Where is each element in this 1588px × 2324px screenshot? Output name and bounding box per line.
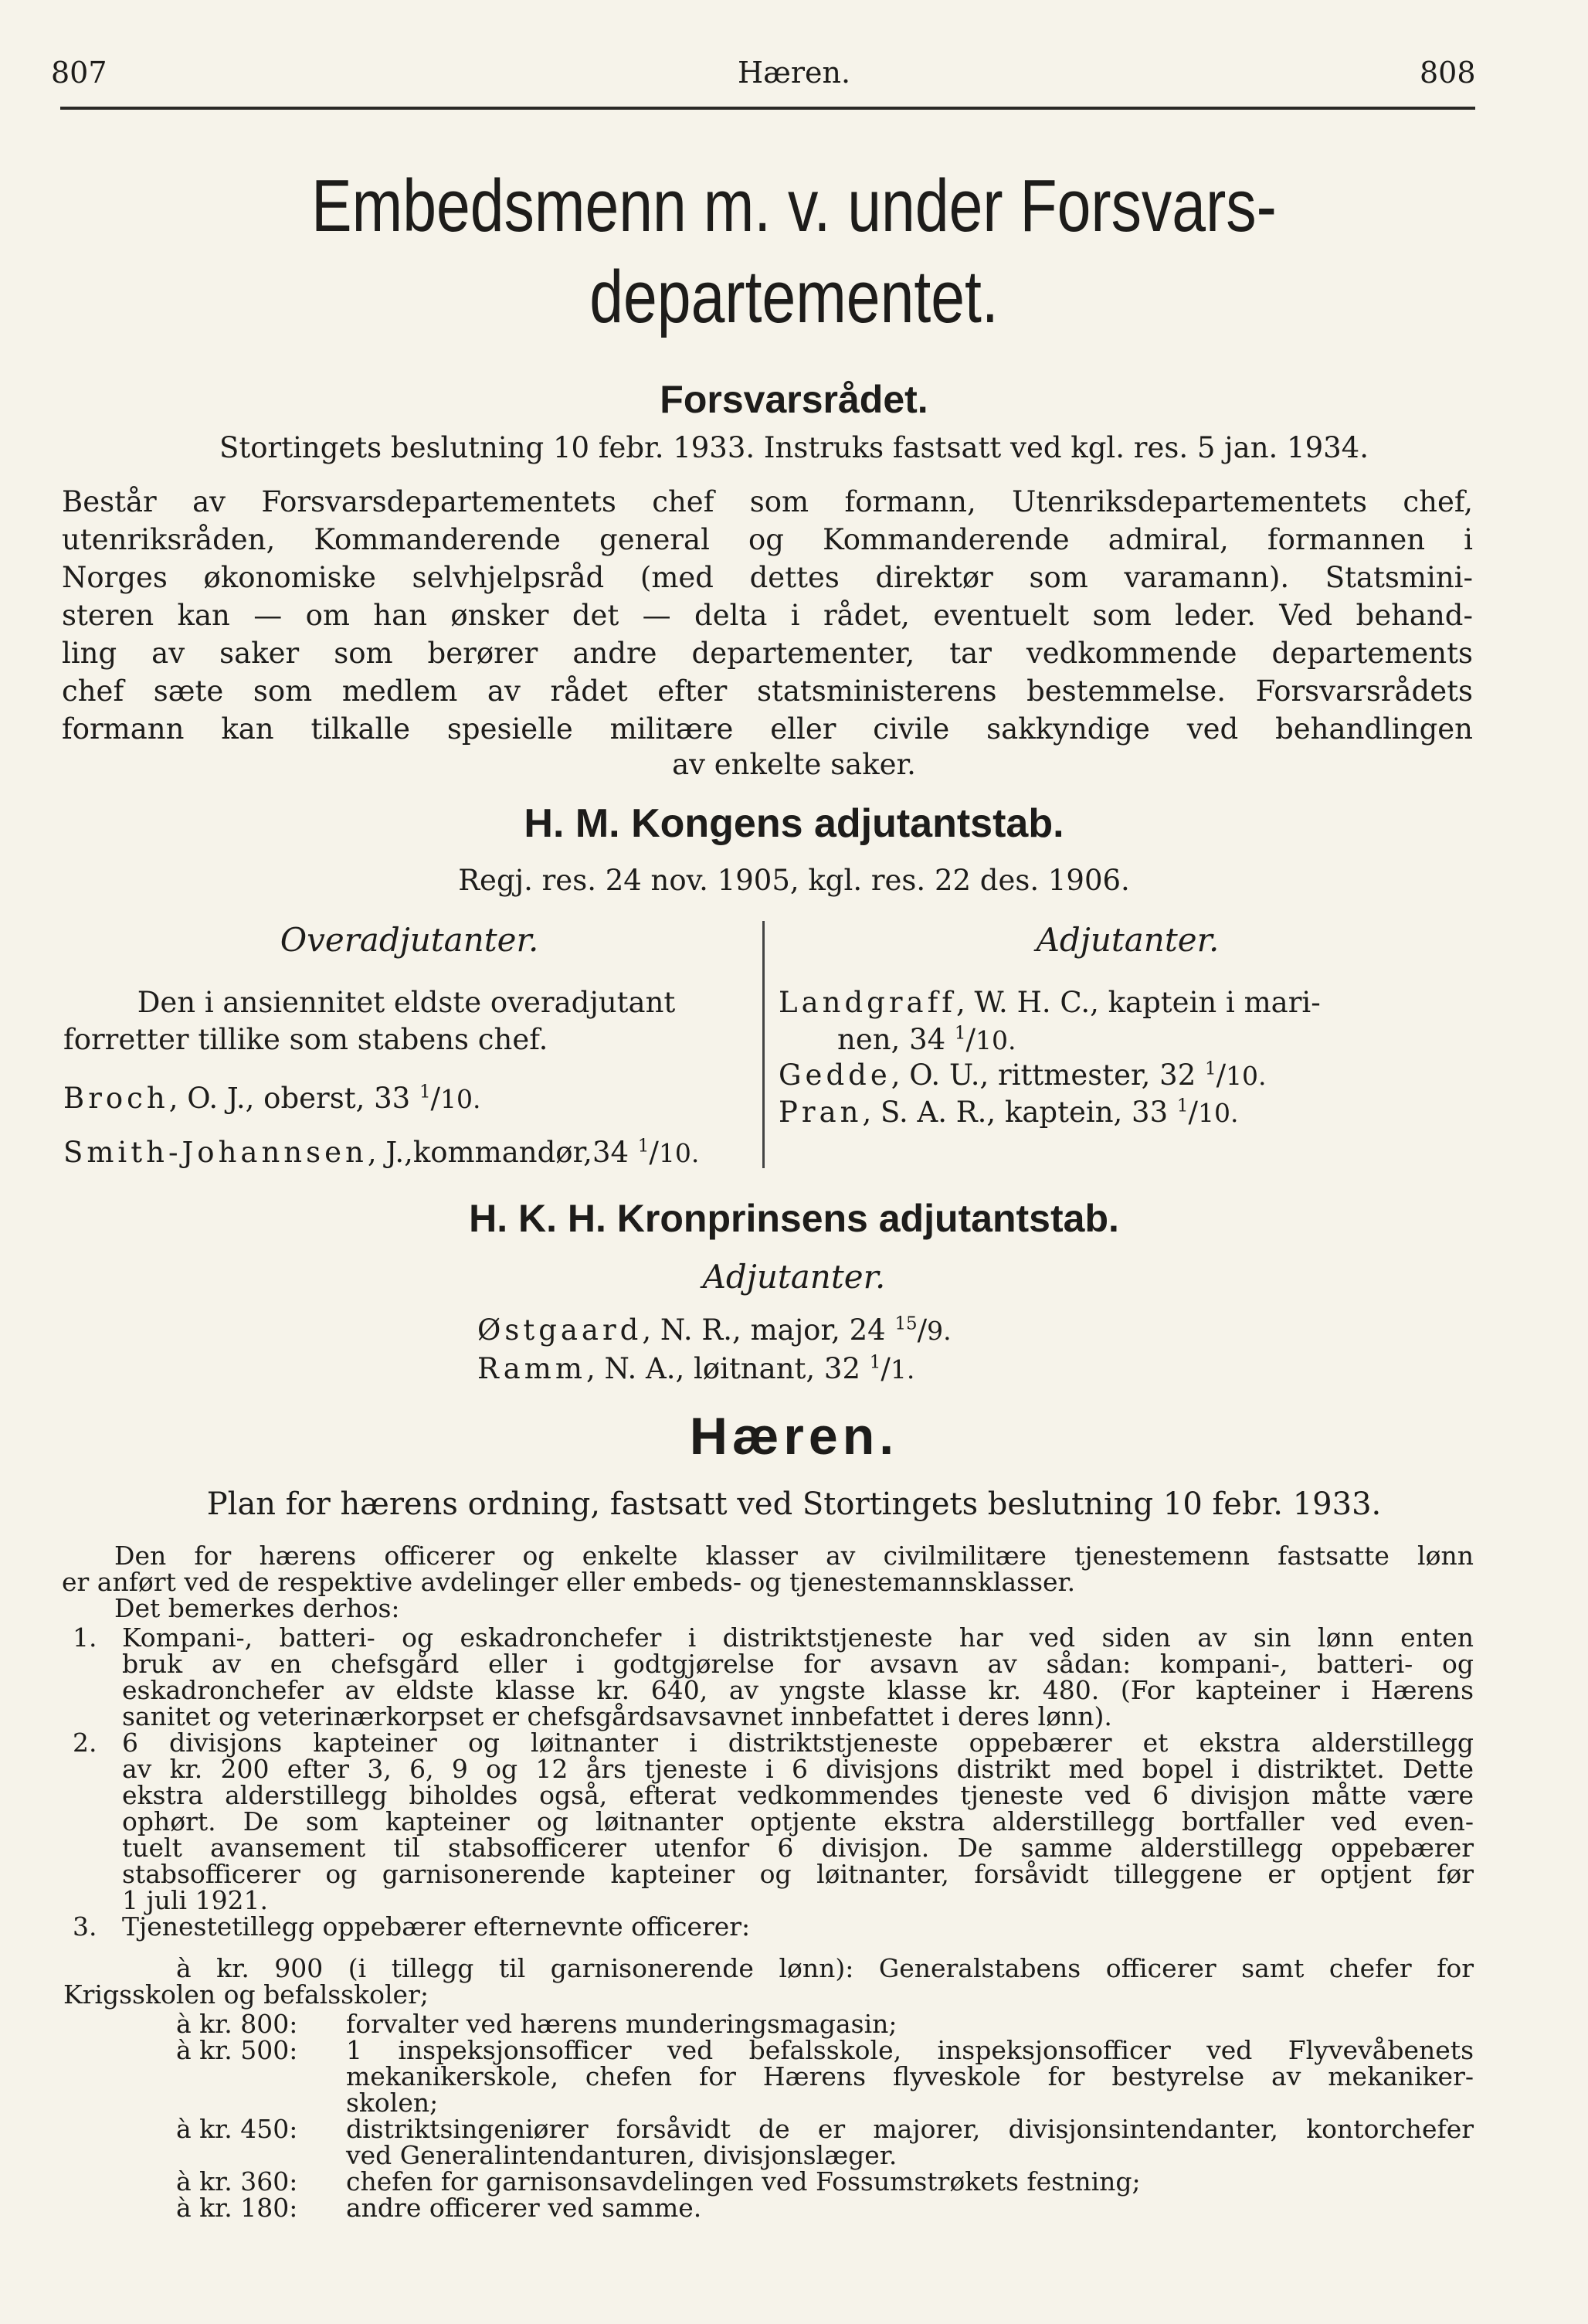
forsvarsradet-body-last: av enkelte saker. — [672, 748, 916, 781]
list-item: Ramm, N. A., løitnant, 32 $^1$/1. — [477, 1352, 915, 1385]
tillegg-line: forvalter ved hærens munderingsmagasin; — [346, 2009, 897, 2039]
body-line: utenriksråden, Kommanderende general og Kommanderende admiral, formannen i — [62, 523, 1473, 556]
list-item: Gedde, O. U., rittmester, 32 $^1$/10. — [779, 1058, 1267, 1092]
kronprins-subheading: Adjutanter. — [702, 1258, 886, 1296]
forsvarsradet-decision: Stortingets beslutning 10 febr. 1933. Instruks fastsatt ved kgl. res. 5 jan. 1934. — [219, 431, 1369, 464]
tillegg-amount: à kr. 450: — [176, 2114, 298, 2144]
haeren-plan: Plan for hærens ordning, fastsatt ved Stortingets beslutning 10 febr. 1933. — [206, 1486, 1382, 1522]
entry-name: Østgaard — [477, 1313, 643, 1347]
tillegg-line: 1 inspeksjonsofficer ved befalsskole, inspeksjonsofficer ved Flyvevåbenets — [346, 2035, 1474, 2065]
body-line: steren kan — om han ønsker det — delta i rådet, eventuelt som leder. Ved behand- — [62, 599, 1473, 632]
item-line: bruk av en chefsgård eller i godtgjørelse for avsavn av sådan: kompani-, batteri- og — [122, 1649, 1474, 1679]
item-number: 3. — [73, 1911, 97, 1942]
item-line: av kr. 200 efter 3, 6, 9 og 12 års tjeneste i 6 divisjons distrikt med bopel i distriktet. Dette — [122, 1754, 1474, 1784]
entry-name: Pran — [779, 1096, 863, 1129]
haeren-intro-1: Den for hærens officerer og enkelte klasser av civilmilitære tjenestemenn fastsatte lønn — [114, 1541, 1474, 1571]
tillegg-amount: à kr. 180: — [176, 2193, 298, 2223]
tillegg-amount: à kr. 500: — [176, 2035, 298, 2065]
list-item: Østgaard, N. R., major, 24 $^{15}$/9. — [477, 1313, 952, 1347]
list-item: Smith-Johannsen, J.,kommandør,34 $^1$/10. — [63, 1136, 700, 1169]
entry-name: Gedde — [779, 1058, 891, 1092]
list-item: Pran, S. A. R., kaptein, 33 $^1$/10. — [779, 1096, 1239, 1129]
right-heading-adjutanter: Adjutanter. — [1036, 921, 1220, 959]
running-title: Hæren. — [737, 56, 851, 90]
entry-name: Ramm — [477, 1352, 586, 1385]
haeren-intro-2: er anført ved de respektive avdelinger eller embeds- og tjenestemannsklasser. — [62, 1567, 1076, 1597]
body-line: Norges økonomiske selvhjelpsråd (med dettes direktør som varamann). Statsmini- — [62, 561, 1473, 594]
item-line: Kompani-, batteri- og eskadronchefer i distriktstjeneste har ved siden av sin lønn enten — [122, 1622, 1474, 1653]
page-number-left: 807 — [51, 56, 107, 90]
main-title-line2: departementet. — [589, 256, 999, 338]
left-note-1: Den i ansiennitet eldste overadjutant — [137, 986, 676, 1019]
tillegg-line: mekanikerskole, chefen for Hærens flyveskole for bestyrelse av mekaniker- — [346, 2061, 1474, 2091]
list-item-cont: nen, 34 $^1$/10. — [837, 1023, 1016, 1056]
tillegg-amount: à kr. 800: — [176, 2009, 298, 2039]
item-line: ophørt. De som kapteiner og løitnanter optjente ekstra alderstillegg bortfaller ved even- — [122, 1806, 1474, 1836]
haeren-intro-3: Det bemerkes derhos: — [114, 1593, 400, 1623]
body-line: Består av Forsvarsdepartementets chef som formann, Utenriksdepartementets chef, — [62, 485, 1473, 518]
body-line: formann kan tilkalle spesielle militære eller civile sakkyndige ved behandlingen — [62, 712, 1473, 746]
entry-name: Broch — [63, 1082, 169, 1115]
list-item: Landgraff, W. H. C., kaptein i mari- — [779, 986, 1321, 1019]
section-heading-kongens-stab: H. M. Kongens adjutantstab. — [524, 801, 1064, 846]
body-line: ling av saker som berører andre departementer, tar vedkommende departements — [62, 637, 1473, 670]
item-line: 6 divisjons kapteiner og løitnanter i distriktstjeneste oppebærer et ekstra alderstillegg — [122, 1728, 1474, 1758]
item-number: 1. — [73, 1622, 97, 1653]
section-heading-forsvarsradet: Forsvarsrådet. — [660, 378, 928, 421]
list-item: Broch, O. J., oberst, 33 $^1$/10. — [63, 1082, 481, 1115]
entry-name: Smith-Johannsen — [63, 1136, 368, 1169]
left-note-2: forretter tillike som stabens chef. — [63, 1023, 548, 1056]
section-heading-haeren: Hæren. — [689, 1407, 899, 1466]
kr900-cont: Krigsskolen og befalsskoler; — [63, 1979, 429, 2010]
item-line-last: 1 juli 1921. — [122, 1885, 269, 1915]
item-line: ekstra alderstillegg biholdes også, efterat vedkommendes tjeneste ved 6 divisjon måtte være — [122, 1780, 1474, 1810]
item-number: 2. — [73, 1728, 97, 1758]
body-line: chef sæte som medlem av rådet efter statsministerens bestemmelse. Forsvarsrådets — [62, 674, 1473, 708]
tillegg-line: ved Generalintendanturen, divisjonslæger. — [346, 2140, 897, 2170]
item-line-last: sanitet og veterinærkorpset er chefsgårdsavsavnet innbefattet i deres lønn). — [122, 1701, 1112, 1731]
column-divider — [762, 921, 765, 1168]
main-title-line1: Embedsmenn m. v. under Forsvars- — [311, 165, 1277, 247]
tillegg-line: andre officerer ved samme. — [346, 2193, 702, 2223]
section-heading-kronprins-stab: H. K. H. Kronprinsens adjutantstab. — [469, 1197, 1119, 1240]
left-heading-overadjutanter: Overadjutanter. — [280, 921, 539, 959]
kr900-line: à kr. 900 (i tillegg til garnisonerende lønn): Generalstabens officerer samt chefer for — [176, 1953, 1474, 1983]
tillegg-line: distriktsingeniører forsåvidt de er majorer, divisjonsintendanter, kontorchefer — [346, 2114, 1474, 2144]
item-line: stabsofficerer og garnisonerende kapteiner og løitnanter, forsåvidt tilleggene er optjent før — [122, 1859, 1474, 1889]
tillegg-amount: à kr. 360: — [176, 2166, 298, 2197]
item-line: eskadronchefer av eldste klasse kr. 640, av yngste klasse kr. 480. (For kapteiner i Hærens — [122, 1675, 1474, 1705]
item-line: tuelt avansement til stabsofficerer utenfor 6 divisjon. De samme alderstillegg oppebærer — [122, 1833, 1474, 1863]
entry-name: Landgraff — [779, 986, 956, 1019]
tillegg-line: chefen for garnisonsavdelingen ved Fossumstrøkets festning; — [346, 2166, 1141, 2197]
page-number-right: 808 — [1420, 56, 1476, 90]
kongens-stab-decision: Regj. res. 24 nov. 1905, kgl. res. 22 des. 1906. — [458, 864, 1130, 897]
item-line-last: Tjenestetillegg oppebærer efternevnte officerer: — [122, 1911, 751, 1942]
tillegg-line: skolen; — [346, 2088, 439, 2118]
header-rule — [60, 107, 1475, 110]
